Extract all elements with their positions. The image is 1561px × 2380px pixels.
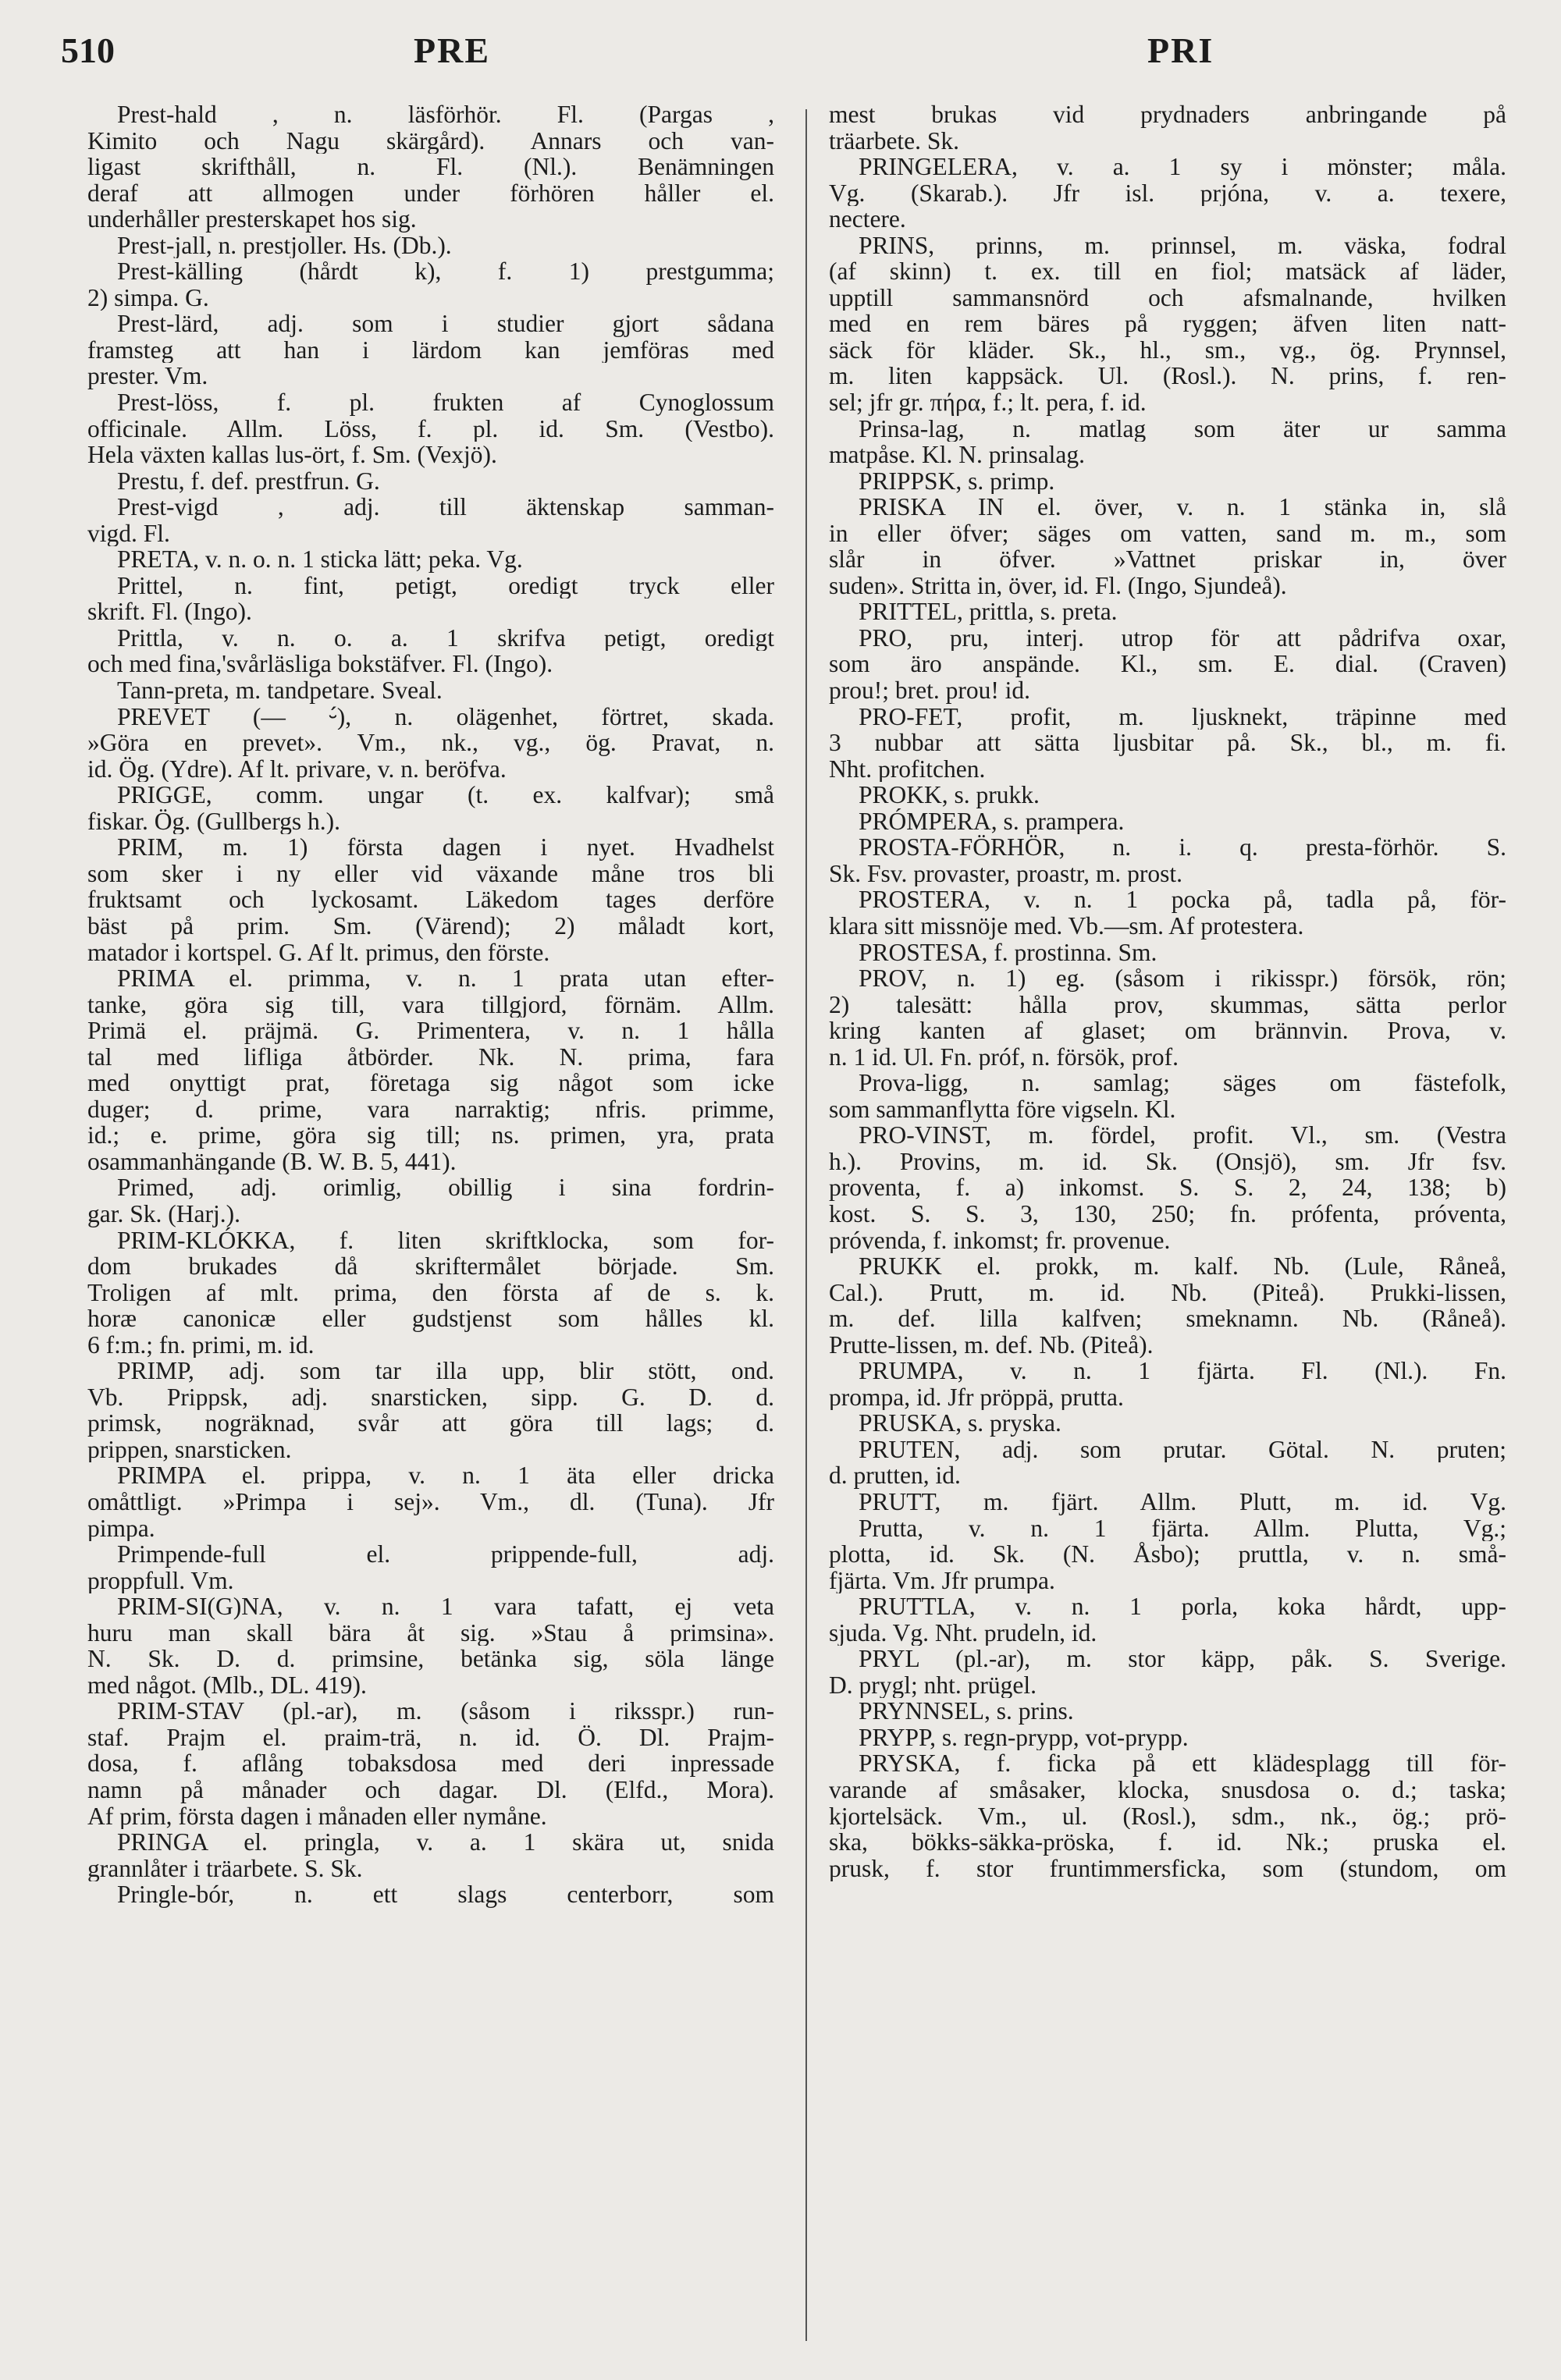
text-line: dom brukades då skriftermålet började. Sm. [87,1253,774,1280]
text-line: Prest-vigd , adj. till äktenskap samman- [117,494,774,520]
text-line: fruktsamt och lyckosamt. Läkedom tages derföre [87,886,774,913]
text-line: huru man skall bära åt sig. »Stau å primsina». [87,1619,774,1646]
text-line: id.; e. prime, göra sig till; ns. primen, yra, prata [87,1122,774,1149]
text-line: Af prim, första dagen i månaden eller nymåne. [87,1803,547,1830]
text-line: Sk. Fsv. provaster, proastr, m. prost. [829,860,1183,887]
text-line: 3 nubbar att sätta ljusbitar på. Sk., bl., m. fi. [829,730,1506,756]
text-line: Cal.). Prutt, m. id. Nb. (Piteå). Prukki-lissen, [829,1279,1506,1306]
text-line: med onyttigt prat, företaga sig något som icke [87,1070,774,1096]
text-line: underhåller presterskapet hos sig. [87,206,417,233]
text-line: PRYPP, s. regn-prypp, vot-prypp. [859,1724,1189,1751]
running-header [0,30,1561,84]
text-line: fiskar. Ög. (Gullbergs h.). [87,808,340,835]
text-line: matpåse. Kl. N. prinsalag. [829,442,1086,468]
text-line: PRÓMPERA, s. prampera. [859,808,1125,835]
header-right-guideword: PRI [1147,30,1214,70]
text-line: PRIPPSK, s. primp. [859,467,1055,495]
text-line: dosa, f. aflång tobaksdosa med deri inpressade [87,1750,774,1777]
text-line: Pringle-bór, n. ett slags centerborr, som [117,1881,774,1908]
text-line: sel; jfr gr. πήρα, f.; lt. pera, f. id. [829,389,1147,416]
text-line: Troligen af mlt. prima, den första af de s. k. [87,1279,774,1306]
text-line: Prova-ligg, n. samlag; säges om fästefolk, [859,1070,1506,1096]
text-line: proppfull. Vm. [87,1567,234,1594]
text-line: PREVET (— ⏑́), n. olägenhet, förtret, skada. [117,703,774,730]
text-line: tanke, göra sig till, vara tillgjord, förnäm. Allm. [87,991,774,1018]
text-line: varande af småsaker, klocka, snusdosa o. d.; taska; [829,1777,1506,1803]
text-line: som sammanflytta före vigseln. Kl. [829,1096,1176,1123]
text-line: Vb. Prippsk, adj. snarsticken, sipp. G. D. d. [87,1384,774,1411]
text-line: Prest-jall, n. prestjoller. Hs. (Db.). [117,232,452,259]
page-number: 510 [61,30,115,70]
header-left-guideword: PRE [414,30,490,70]
text-line: PRO, pru, interj. utrop för att pådrifva oxar, [859,624,1506,652]
text-line: som sker i ny eller vid växande måne tros bli [87,860,774,887]
text-line: PRETA, v. n. o. n. 1 sticka lätt; peka. Vg. [117,546,523,573]
text-line: »Göra en prevet». Vm., nk., vg., ög. Pravat, n. [87,730,774,756]
text-line: PROKK, s. prukk. [859,782,1040,808]
text-line: fjärta. Vm. Jfr prumpa. [829,1567,1055,1594]
text-line: slår in öfver. »Vattnet priskar in, över [829,546,1506,573]
text-line: PROSTERA, v. n. 1 pocka på, tadla på, för- [859,886,1506,913]
text-line: PROV, n. 1) eg. (såsom i rikisspr.) försök, rön; [859,965,1506,992]
text-line: PRYSKA, f. ficka på ett klädesplagg till för- [859,1750,1506,1777]
text-line: osammanhängande (B. W. B. 5, 441). [87,1148,457,1175]
text-line: Prest-lärd, adj. som i studier gjort sådana [117,311,774,337]
column-divider [805,109,807,2341]
text-line: tal med lifliga åtbörder. Nk. N. prima, fara [87,1043,774,1071]
text-line: PRUKK el. prokk, m. kalf. Nb. (Lule, Råneå, [859,1253,1506,1280]
text-line: framsteg att han i lärdom kan jemföras med [87,336,774,364]
text-line: d. prutten, id. [829,1462,961,1489]
text-line: namn på månader och dagar. Dl. (Elfd., Mora). [87,1777,774,1803]
text-line: (af skinn) t. ex. till en fiol; matsäck af läder, [829,258,1506,285]
text-line: 2) talesätt: hålla prov, skummas, sätta perlor [829,991,1506,1018]
text-line: D. prygl; nht. prügel. [829,1671,1037,1699]
text-line: PRYL (pl.-ar), m. stor käpp, påk. S. Sverige. [859,1646,1506,1672]
text-line: PRIM-SI(G)NA, v. n. 1 vara tafatt, ej veta [117,1593,774,1620]
text-line: bäst på prim. Sm. (Värend); 2) måladt kort, [87,912,774,940]
right-column [829,101,1506,2349]
text-line: PRITTEL, prittla, s. preta. [859,599,1118,625]
text-line: 2) simpa. G. [87,284,209,311]
text-line: in eller öfver; säges om vatten, sand m. m., som [829,520,1506,547]
text-line: Prest-källing (hårdt k), f. 1) prestgumma; [117,258,774,285]
text-line: nectere. [829,206,906,233]
text-line: Prest-hald , n. läsförhör. Fl. (Pargas , [117,101,774,128]
text-line: omåttligt. »Primpa i sej». Vm., dl. (Tuna). Jfr [87,1488,774,1515]
text-line: matador i kortspel. G. Af lt. primus, den förste. [87,939,550,966]
text-line: Hela växten kallas lus-ört, f. Sm. (Vexjö). [87,442,497,468]
text-line: PRUTTLA, v. n. 1 porla, koka hårdt, upp- [859,1593,1506,1620]
text-line: Vg. (Skarab.). Jfr isl. prjóna, v. a. texere, [829,179,1506,207]
text-line: proventa, f. a) inkomst. S. S. 2, 24, 138; b) [829,1174,1506,1201]
text-line: PRISKA IN el. över, v. n. 1 stänka in, slå [859,494,1506,520]
text-line: kring kanten af glaset; om brännvin. Prova, v. [829,1018,1506,1044]
text-line: prompa, id. Jfr pröppä, prutta. [829,1384,1124,1411]
text-line: kjortelsäck. Vm., ul. (Rosl.), sdm., nk., ög.; prö- [829,1803,1506,1830]
text-line: Prinsa-lag, n. matlag som äter ur samma [859,415,1506,442]
text-line: deraf att allmogen under förhören håller el. [87,179,774,207]
text-line: officinale. Allm. Löss, f. pl. id. Sm. (Vestbo). [87,415,774,442]
text-line: med något. (Mlb., DL. 419). [87,1671,367,1699]
text-line: PRINGELERA, v. a. 1 sy i mönster; måla. [859,154,1506,180]
text-line: vigd. Fl. [87,520,170,547]
text-line: gar. Sk. (Harj.). [87,1200,240,1227]
text-line: PRO-FET, profit, m. ljusknekt, träpinne med [859,703,1506,730]
text-line: plotta, id. Sk. (N. Åsbo); pruttla, v. n. små- [829,1541,1506,1568]
text-line: PRIM-STAV (pl.-ar), m. (såsom i riksspr.) run- [117,1698,774,1725]
text-line: h.). Provins, m. id. Sk. (Onsjö), sm. Jfr fsv. [829,1148,1506,1175]
text-line: ska, bökks-säkka-pröska, f. id. Nk.; pruska el. [829,1829,1506,1856]
text-line: 6 f:m.; fn. primi, m. id. [87,1331,315,1359]
text-line: PRIM-KLÓKKA, f. liten skriftklocka, som for- [117,1227,774,1254]
text-line: PRINGA el. pringla, v. a. 1 skära ut, snida [117,1829,774,1856]
text-line: kost. S. S. 3, 130, 250; fn. prófenta, próventa, [829,1200,1506,1227]
text-line: mest brukas vid prydnaders anbringande på [829,101,1506,128]
text-line: träarbete. Sk. [829,127,960,155]
text-line: sjuda. Vg. Nht. prudeln, id. [829,1619,1097,1646]
text-line: PRIGGE, comm. ungar (t. ex. kalfvar); små [117,782,774,808]
text-line: próvenda, f. inkomst; fr. provenue. [829,1227,1171,1254]
text-line: m. def. lilla kalfven; smeknamn. Nb. (Råneå). [829,1305,1506,1332]
text-line: suden». Stritta in, över, id. Fl. (Ingo, Sjundeå). [829,572,1287,599]
text-line: duger; d. prime, vara narraktig; nfris. primme, [87,1096,774,1123]
text-line: PROSTA-FÖRHÖR, n. i. q. presta-förhör. S. [859,834,1506,861]
text-line: PRIMPA el. prippa, v. n. 1 äta eller dricka [117,1462,774,1489]
text-line: Primä el. präjmä. G. Primentera, v. n. 1 hålla [87,1018,774,1044]
text-line: horæ canonicæ eller gudstjenst som hålles kl. [87,1305,774,1332]
text-line: PROSTESA, f. prostinna. Sm. [859,939,1157,966]
text-line: PRO-VINST, m. fördel, profit. Vl., sm. (Vestra [859,1122,1506,1149]
text-line: PRUSKA, s. pryska. [859,1410,1061,1437]
text-line: prusk, f. stor fruntimmersficka, som (stundom, om [829,1855,1506,1882]
text-line: och med fina,'svårläsliga bokstäfver. Fl. (Ingo). [87,651,553,678]
text-line: N. Sk. D. d. primsine, betänka sig, söla länge [87,1646,774,1672]
text-line: med en rem bäres på ryggen; äfven liten natt- [829,311,1506,337]
text-line: n. 1 id. Ul. Fn. próf, n. försök, prof. [829,1043,1179,1071]
text-line: prester. Vm. [87,363,208,390]
text-line: Tann-preta, m. tandpetare. Sveal. [117,677,443,704]
text-line: Prestu, f. def. prestfrun. G. [117,467,380,495]
text-line: Prest-löss, f. pl. frukten af Cynoglossum [117,389,774,416]
text-line: prippen, snarsticken. [87,1436,292,1463]
text-line: PRYNNSEL, s. prins. [859,1698,1074,1725]
text-line: Prutta, v. n. 1 fjärta. Allm. Plutta, Vg.; [859,1515,1506,1542]
text-line: PRIMA el. primma, v. n. 1 prata utan efter- [117,965,774,992]
text-line: klara sitt missnöje med. Vb.—sm. Af protestera. [829,912,1304,940]
text-line: Nht. profitchen. [829,755,986,783]
text-line: grannlåter i träarbete. S. Sk. [87,1855,363,1882]
text-line: säck för kläder. Sk., hl., sm., vg., ög. Prynnsel, [829,336,1506,364]
text-line: id. Ög. (Ydre). Af lt. privare, v. n. beröfva. [87,755,507,783]
text-line: PRUTT, m. fjärt. Allm. Plutt, m. id. Vg. [859,1488,1506,1515]
text-line: Prittla, v. n. o. a. 1 skrifva petigt, oredigt [117,624,774,652]
text-line: Kimito och Nagu skärgård). Annars och van- [87,127,774,155]
text-line: PRIM, m. 1) första dagen i nyet. Hvadhelst [117,834,774,861]
text-line: som äro anspände. Kl., sm. E. dial. (Craven) [829,651,1506,678]
text-line: upptill sammansnörd och afsmalnande, hvilken [829,284,1506,311]
text-line: skrift. Fl. (Ingo). [87,599,252,625]
text-line: Prittel, n. fint, petigt, oredigt tryck eller [117,572,774,599]
text-line: PRIMP, adj. som tar illa upp, blir stött, ond. [117,1358,774,1384]
text-line: Prutte-lissen, m. def. Nb. (Piteå). [829,1331,1154,1359]
text-line: PRUTEN, adj. som prutar. Götal. N. pruten; [859,1436,1506,1463]
text-line: prou!; bret. prou! id. [829,677,1031,704]
text-line: Primed, adj. orimlig, obillig i sina fordrin- [117,1174,774,1201]
text-line: ligast skrifthåll, n. Fl. (Nl.). Benämningen [87,154,774,180]
text-line: staf. Prajm el. praim-trä, n. id. Ö. Dl. Prajm- [87,1724,774,1751]
text-line: primsk, nogräknad, svår att göra till lags; d. [87,1410,774,1437]
text-line: Primpende-full el. prippende-full, adj. [117,1541,774,1568]
left-column [87,101,774,2349]
text-line: pimpa. [87,1515,155,1542]
text-line: PRUMPA, v. n. 1 fjärta. Fl. (Nl.). Fn. [859,1358,1506,1384]
text-line: m. liten kappsäck. Ul. (Rosl.). N. prins, f. ren- [829,363,1506,390]
text-line: PRINS, prinns, m. prinnsel, m. väska, fodral [859,232,1506,259]
